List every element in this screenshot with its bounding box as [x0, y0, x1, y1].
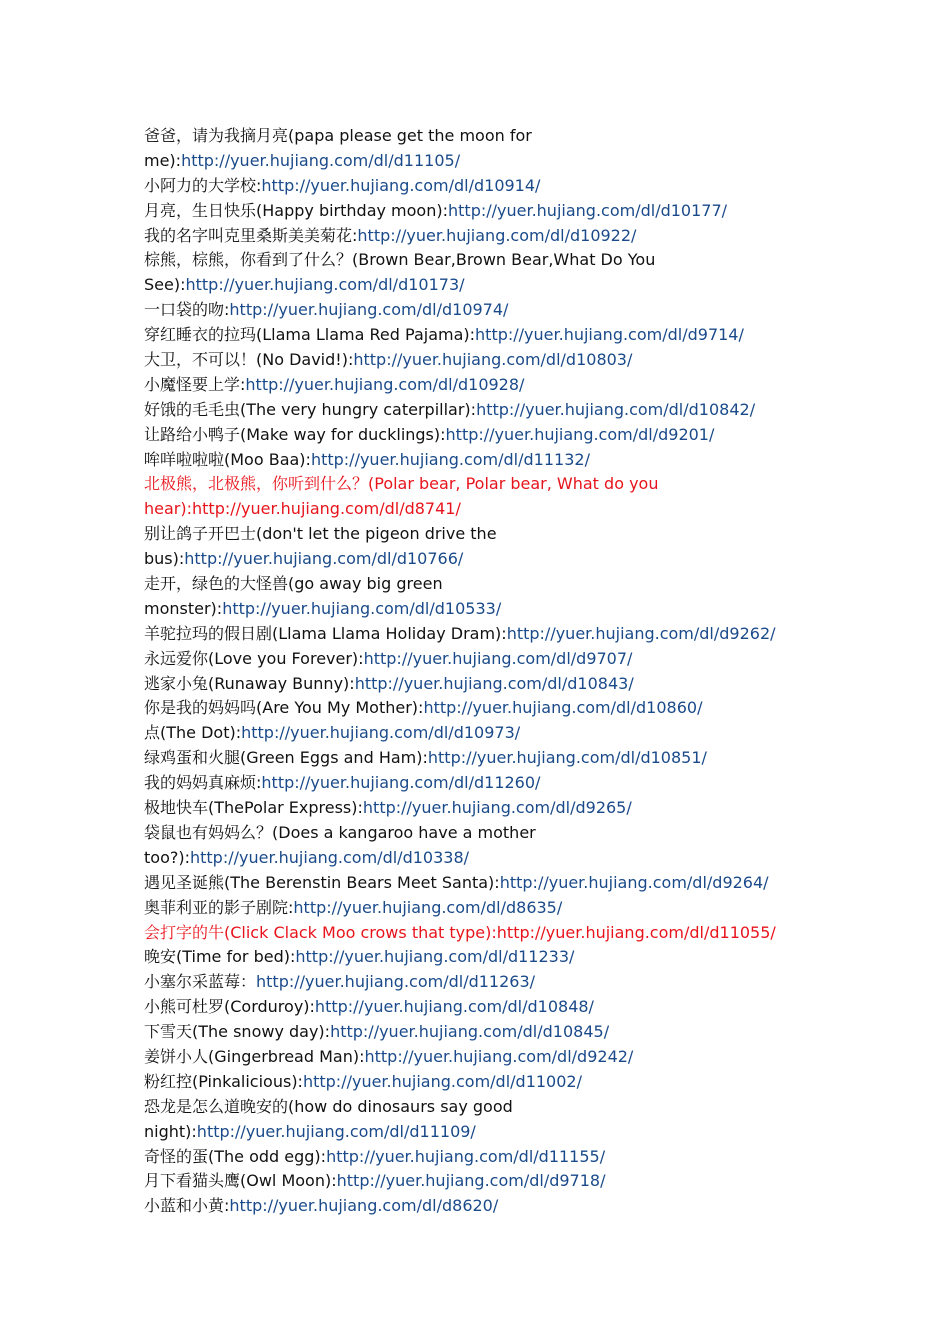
item-link[interactable]: http://yuer.hujiang.com/dl/d11132/ — [310, 449, 590, 469]
item-title: 极地快车(ThePolar Express): — [144, 798, 363, 818]
item-title: 奥菲利亚的影子剧院: — [144, 897, 294, 917]
item-link[interactable]: http://yuer.hujiang.com/dl/d11105/ — [181, 150, 461, 170]
item-title: 北极熊，北极熊，你听到什么？(Polar bear, Polar bear, What do you — [144, 474, 659, 494]
item-link[interactable]: http://yuer.hujiang.com/dl/d10533/ — [222, 598, 502, 618]
list-item — [144, 472, 824, 497]
item-title: hear): — [144, 499, 192, 519]
item-link[interactable]: http://yuer.hujiang.com/dl/d10922/ — [357, 225, 637, 245]
item-link[interactable]: http://yuer.hujiang.com/dl/d10843/ — [354, 673, 634, 693]
item-link[interactable]: http://yuer.hujiang.com/dl/d9707/ — [363, 648, 633, 668]
item-link[interactable]: http://yuer.hujiang.com/dl/d10928/ — [245, 374, 525, 394]
item-link[interactable]: http://yuer.hujiang.com/dl/d11260/ — [261, 773, 541, 793]
item-title: 小塞尔采蓝莓： — [144, 972, 257, 992]
list-item — [144, 522, 824, 547]
item-title: 遇见圣诞熊(The Berenstin Bears Meet Santa): — [144, 872, 500, 892]
list-item — [144, 896, 824, 921]
item-title: 别让鸽子开巴士(don't let the pigeon drive the — [144, 524, 497, 544]
list-item — [144, 149, 824, 174]
item-title: 让路给小鸭子(Make way for ducklings): — [144, 424, 446, 444]
item-title: See): — [144, 275, 186, 295]
list-item — [144, 945, 824, 970]
item-title: 小蓝和小黄: — [144, 1196, 230, 1216]
list-item — [144, 771, 824, 796]
list-item — [144, 298, 824, 323]
item-link[interactable]: http://yuer.hujiang.com/dl/d10860/ — [423, 698, 703, 718]
item-title: 粉红控(Pinkalicious): — [144, 1071, 303, 1091]
item-link[interactable]: http://yuer.hujiang.com/dl/d10973/ — [241, 723, 521, 743]
item-title: me): — [144, 150, 182, 170]
item-title: 月下看猫头鹰(Owl Moon): — [144, 1171, 337, 1191]
item-link[interactable]: http://yuer.hujiang.com/dl/d10338/ — [189, 847, 470, 867]
list-item — [144, 348, 824, 373]
list-item — [144, 1169, 824, 1194]
list-item — [144, 970, 824, 995]
item-link[interactable]: http://yuer.hujiang.com/dl/d9242/ — [364, 1046, 634, 1066]
list-item — [144, 547, 824, 572]
item-link[interactable]: http://yuer.hujiang.com/dl/d9264/ — [499, 872, 769, 892]
item-link[interactable]: http://yuer.hujiang.com/dl/d9262/ — [506, 623, 776, 643]
item-title: 小熊可杜罗(Corduroy): — [144, 997, 315, 1017]
item-title: 穿红睡衣的拉玛(Llama Llama Red Pajama): — [144, 325, 476, 345]
list-item — [144, 373, 824, 398]
item-link[interactable]: http://yuer.hujiang.com/dl/d11002/ — [302, 1071, 582, 1091]
item-link[interactable]: http://yuer.hujiang.com/dl/d9265/ — [362, 798, 632, 818]
list-item — [144, 672, 824, 697]
list-item — [144, 796, 824, 821]
item-title: 我的妈妈真麻烦: — [144, 773, 262, 793]
item-title: 好饿的毛毛虫(The very hungry caterpillar): — [144, 399, 477, 419]
item-title: 会打字的牛(Click Clack Moo crows that type): — [144, 922, 497, 942]
item-link[interactable]: http://yuer.hujiang.com/dl/d10842/ — [476, 399, 756, 419]
list-item — [144, 597, 824, 622]
item-title: 姜饼小人(Gingerbread Man): — [144, 1046, 365, 1066]
item-title: 晚安(Time for bed): — [144, 947, 296, 967]
item-link[interactable]: http://yuer.hujiang.com/dl/d11263/ — [256, 972, 536, 992]
list-item — [144, 696, 824, 721]
item-link[interactable]: http://yuer.hujiang.com/dl/d9201/ — [445, 424, 715, 444]
item-link[interactable]: http://yuer.hujiang.com/dl/d10766/ — [184, 549, 464, 569]
list-item — [144, 746, 824, 771]
item-title: 棕熊，棕熊，你看到了什么？(Brown Bear,Brown Bear,What Do You — [144, 250, 656, 270]
item-link[interactable]: http://yuer.hujiang.com/dl/d10173/ — [185, 275, 465, 295]
list-item — [144, 1095, 824, 1120]
item-title: monster): — [144, 598, 223, 618]
item-title: 大卫，不可以！(No David!): — [144, 350, 354, 370]
item-title: night): — [144, 1121, 197, 1141]
item-title: 我的名字叫克里桑斯美美菊花: — [144, 225, 358, 245]
list-item — [144, 273, 824, 298]
item-title: 小魔怪要上学: — [144, 374, 246, 394]
list-item — [144, 174, 824, 199]
list-item — [144, 1145, 824, 1170]
item-title: 下雪天(The snowy day): — [144, 1022, 331, 1042]
list-item — [144, 1120, 824, 1145]
item-link[interactable]: http://yuer.hujiang.com/dl/d10848/ — [314, 997, 594, 1017]
list-item — [144, 871, 824, 896]
list-item — [144, 647, 824, 672]
list-item — [144, 846, 824, 871]
item-link[interactable]: http://yuer.hujiang.com/dl/d9714/ — [475, 325, 744, 345]
document-page — [144, 124, 824, 1219]
item-link[interactable]: http://yuer.hujiang.com/dl/d10851/ — [427, 748, 707, 768]
item-link[interactable]: http://yuer.hujiang.com/dl/d8620/ — [229, 1196, 499, 1216]
item-link[interactable]: http://yuer.hujiang.com/dl/d11109/ — [196, 1121, 476, 1141]
item-title: 羊驼拉玛的假日剧(Llama Llama Holiday Dram): — [144, 623, 507, 643]
item-link[interactable]: http://yuer.hujiang.com/dl/d8635/ — [293, 897, 563, 917]
list-item — [144, 721, 824, 746]
item-title: 奇怪的蛋(The odd egg): — [144, 1146, 327, 1166]
item-link[interactable]: http://yuer.hujiang.com/dl/d9718/ — [336, 1171, 606, 1191]
item-title: 月亮，生日快乐(Happy birthday moon): — [144, 200, 448, 220]
item-title: 永远爱你(Love you Forever): — [144, 648, 364, 668]
list-item — [144, 995, 824, 1020]
item-title: 一口袋的吻: — [144, 300, 230, 320]
list-item — [144, 423, 824, 448]
item-link[interactable]: http://yuer.hujiang.com/dl/d11055/ — [496, 922, 776, 942]
item-title: 爸爸，请为我摘月亮(papa please get the moon for — [144, 126, 532, 145]
list-item — [144, 248, 824, 273]
list-item — [144, 224, 824, 249]
item-title: 逃家小兔(Runaway Bunny): — [144, 673, 355, 693]
list-item — [144, 323, 824, 348]
item-link[interactable]: http://yuer.hujiang.com/dl/d11233/ — [295, 947, 575, 967]
item-title: 绿鸡蛋和火腿(Green Eggs and Ham): — [144, 748, 428, 768]
list-item — [144, 821, 824, 846]
list-item — [144, 398, 824, 423]
item-title: 走开，绿色的大怪兽(go away big green — [144, 574, 443, 594]
item-title: too?): — [144, 847, 190, 867]
item-link[interactable]: http://yuer.hujiang.com/dl/d8741/ — [192, 499, 461, 519]
item-link[interactable]: http://yuer.hujiang.com/dl/d11155/ — [326, 1146, 606, 1166]
list-item — [144, 1070, 824, 1095]
list-item — [144, 497, 824, 522]
item-link[interactable]: http://yuer.hujiang.com/dl/d10845/ — [330, 1022, 610, 1042]
item-link[interactable]: http://yuer.hujiang.com/dl/d10803/ — [353, 350, 633, 370]
item-title: 小阿力的大学校: — [144, 175, 262, 195]
list-item — [144, 124, 824, 149]
list-item — [144, 921, 824, 946]
list-item — [144, 572, 824, 597]
item-title: 点(The Dot): — [144, 723, 242, 743]
item-title: bus): — [144, 549, 185, 569]
item-title: 你是我的妈妈吗(Are You My Mother): — [144, 698, 424, 718]
item-title: 袋鼠也有妈妈么？(Does a kangaroo have a mother — [144, 822, 536, 842]
list-item — [144, 622, 824, 647]
item-link[interactable]: http://yuer.hujiang.com/dl/d10914/ — [261, 175, 541, 195]
item-link[interactable]: http://yuer.hujiang.com/dl/d10974/ — [229, 300, 509, 320]
list-item — [144, 1045, 824, 1070]
item-title: 哞咩啦啦啦(Moo Baa): — [144, 449, 311, 469]
list-item — [144, 1194, 824, 1219]
list-item — [144, 199, 824, 224]
item-link[interactable]: http://yuer.hujiang.com/dl/d10177/ — [448, 200, 728, 220]
list-item — [144, 1020, 824, 1045]
item-title: 恐龙是怎么道晚安的(how do dinosaurs say good — [144, 1096, 513, 1116]
list-item — [144, 448, 824, 473]
